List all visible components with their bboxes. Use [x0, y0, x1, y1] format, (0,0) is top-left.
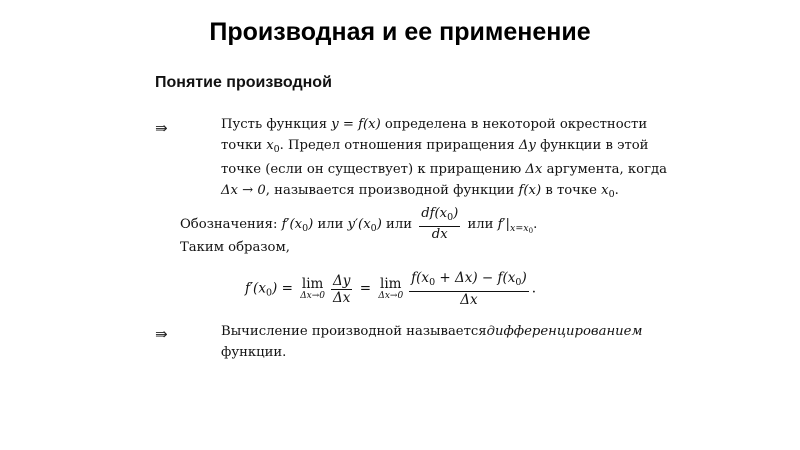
definition-line-2: [221, 136, 649, 161]
math-subscript: 0: [273, 143, 280, 155]
math-eval-subscript: x=x: [509, 223, 529, 234]
math-delta-y: Δy: [333, 272, 351, 289]
math-paren: ): [453, 206, 459, 221]
definition-text: . Предел отношения приращения: [279, 137, 519, 153]
math-dx: dx: [431, 227, 448, 242]
math-subscript: 0: [515, 277, 522, 288]
math-delta-x: Δx: [333, 289, 351, 306]
notation-or: или: [313, 217, 348, 232]
math-f-prime: f′(x: [281, 217, 303, 232]
math-df: df(x: [421, 206, 448, 221]
math-paren: ): [376, 217, 382, 232]
slide-title: Производная и ее применение: [209, 18, 591, 46]
fraction-dy-dx: [331, 273, 352, 306]
definition-text: функции в этой: [535, 137, 649, 153]
definition-text: , называется производной функции: [265, 182, 519, 198]
math-subscript: 0: [429, 277, 436, 288]
notation-or: или: [381, 217, 417, 232]
formula-end: .: [531, 280, 537, 297]
math-subscript: 0: [302, 223, 309, 234]
implication-arrow-icon: ⇛: [155, 119, 168, 137]
notation-or: или: [463, 217, 498, 232]
definition-line-3: [221, 160, 668, 181]
limit-operator: [300, 277, 325, 302]
definition-text: аргумента, когда: [542, 162, 668, 177]
math-paren: ): [308, 217, 314, 232]
math-subscript: 0: [265, 287, 272, 299]
differentiation-emphasis: дифференцированием: [486, 324, 643, 339]
math-delta-y: Δy: [518, 137, 536, 153]
definition-line-4: [221, 181, 641, 206]
math-paren: ): [521, 270, 527, 286]
math-y-eq-fx: y = f(x): [331, 117, 381, 132]
math-paren: ): [272, 280, 278, 297]
limit-operator: [378, 277, 403, 302]
math-delta-x-to-zero: Δx → 0: [221, 182, 266, 198]
definition-text: Пусть функция: [221, 117, 332, 132]
derivative-formula: [245, 270, 536, 308]
differentiation-line-2: функции.: [221, 344, 287, 360]
math-fx: f(x): [518, 182, 542, 198]
definition-text: определена в некоторой окрестности: [380, 117, 648, 132]
notation-end: .: [533, 217, 538, 232]
notation-fraction-df-dx: [419, 206, 460, 243]
math-subscript: 0: [608, 188, 615, 200]
lim-word: lim: [380, 275, 402, 292]
math-f-prime: f′(x: [245, 280, 266, 297]
implication-arrow-icon: ⇛: [155, 325, 168, 343]
differentiation-paragraph: [221, 322, 641, 363]
lim-subscript: Δx→0: [300, 290, 326, 301]
math-increment-minus: + Δx) − f(x: [435, 270, 516, 286]
math-x: x: [266, 137, 274, 153]
definition-text: .: [614, 182, 619, 198]
definition-line-1: [221, 115, 648, 136]
math-delta-x: Δx: [460, 292, 478, 308]
thus-label: Таким образом,: [180, 240, 290, 255]
definition-text: в точке: [541, 182, 602, 198]
math-subscript: 0: [528, 227, 534, 235]
math-subscript: 0: [370, 223, 377, 234]
lim-subscript: Δx→0: [378, 290, 404, 301]
definition-paragraph: [221, 115, 668, 205]
notation-label: Обозначения:: [180, 217, 282, 232]
math-x: x: [601, 182, 609, 198]
definition-text: точке (если он существует) к приращению: [221, 162, 526, 177]
math-equals: =: [277, 280, 298, 297]
lim-word: lim: [301, 275, 324, 292]
math-y-prime: y′(x: [347, 217, 371, 232]
fraction-difference-quotient: [409, 270, 529, 308]
section-heading: Понятие производной: [155, 74, 332, 91]
definition-text: точки: [221, 137, 267, 153]
math-subscript: 0: [447, 212, 454, 223]
math-delta-x: Δx: [525, 162, 543, 177]
math-equals: =: [355, 280, 376, 297]
differentiation-text: Вычисление производной называется: [221, 324, 487, 339]
math-f-of-x: f(x: [411, 270, 430, 286]
math-f-prime-eval: f′|: [497, 217, 510, 232]
differentiation-line-1: [221, 322, 643, 343]
